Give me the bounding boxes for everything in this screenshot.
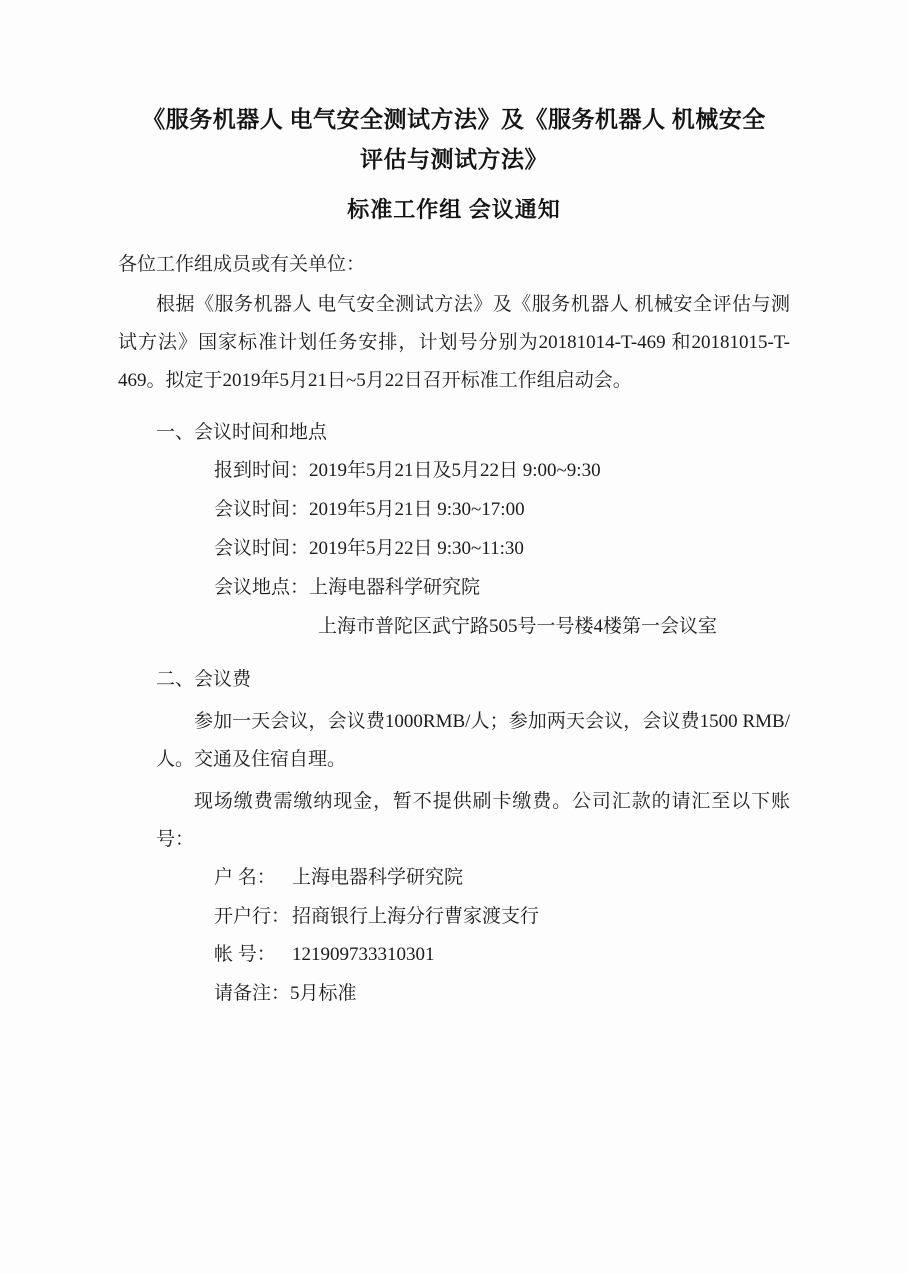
salutation: 各位工作组成员或有关单位： [118,253,366,275]
account-name-label: 户 名： [214,866,276,888]
section-1-heading: 一、会议时间和地点 [156,421,328,443]
remittance-note: 请备注：5月标准 [214,983,357,1005]
account-number-label: 帐 号： [214,944,276,966]
account-bank-label: 开户行： [214,905,291,927]
account-number-value: 121909733310301 [292,944,435,966]
page-subtitle: 标准工作组 会议通知 [347,196,561,222]
account-name-row [118,859,790,898]
payment-paragraph: 现场缴费需缴纳现金，暂不提供刷卡缴费。公司汇款的请汇至以下账号： [156,790,790,850]
meeting-address: 上海市普陀区武宁路505号一号楼4楼第一会议室 [318,615,718,637]
section-2-heading: 二、会议费 [156,668,252,690]
meeting-checkin-time: 报到时间：2019年5月21日及5月22日 9:00~9:30 [214,459,601,481]
page-title-line-2: 评估与测试方法》 [360,147,548,173]
meeting-time-day-2: 会议时间：2019年5月22日 9:30~11:30 [214,537,524,559]
page-title-line-1: 《服务机器人 电气安全测试方法》及《服务机器人 机械安全 [142,107,766,132]
meeting-venue: 会议地点：上海电器科学研究院 [214,576,481,598]
intro-paragraph: 根据《服务机器人 电气安全测试方法》及《服务机器人 机械安全评估与测试方法》国家标准计划任务安排，计划号分别为20181014-T-469 和20181015-T-469。拟定于2019年5月21日~5月22日召开标准工作组启动会。 [118,293,790,391]
account-name-value: 上海电器科学研究院 [292,866,464,888]
fee-paragraph: 参加一天会议，会议费1000RMB/人；参加两天会议，会议费1500 RMB/人。交通及住宿自理。 [156,710,790,770]
page-title [118,100,790,181]
account-bank-row [118,898,790,937]
account-bank-value: 招商银行上海分行曹家渡支行 [292,905,540,927]
meeting-time-day-1: 会议时间：2019年5月21日 9:30~17:00 [214,498,525,520]
account-number-row [118,936,790,975]
